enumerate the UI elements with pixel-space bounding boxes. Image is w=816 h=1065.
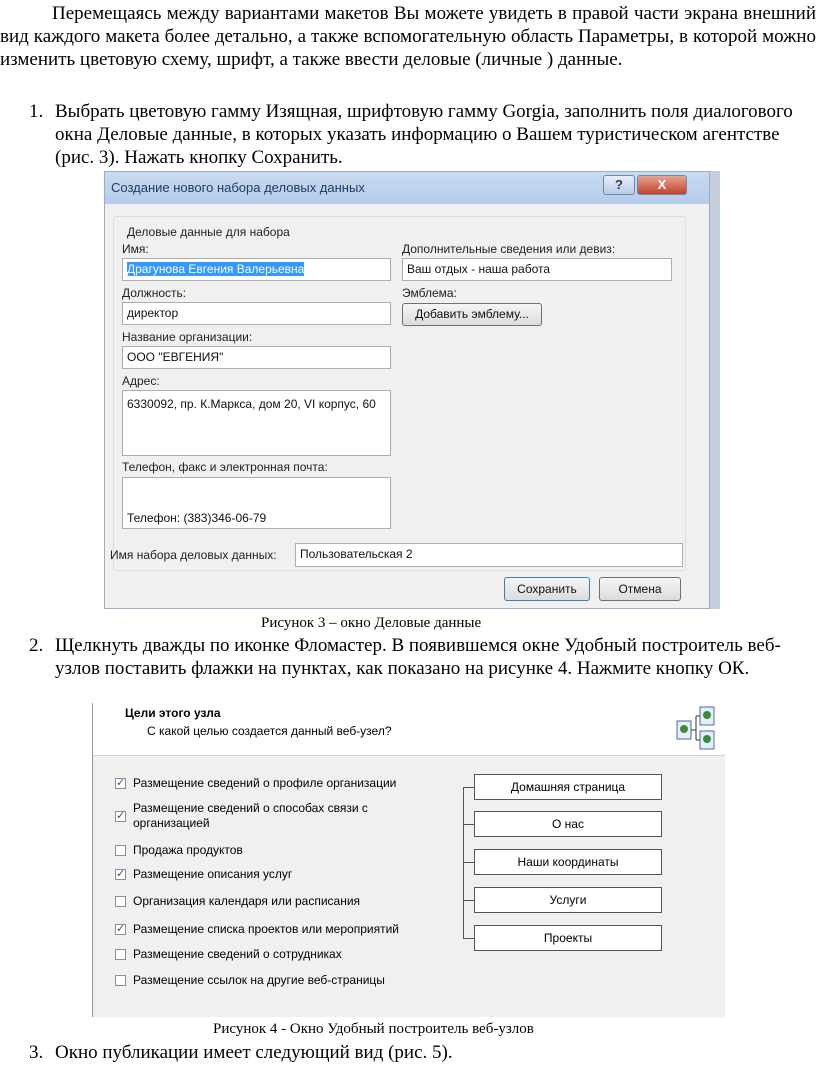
save-button[interactable]: Сохранить bbox=[504, 577, 590, 601]
tree-branch bbox=[463, 900, 474, 901]
option-label: Размещение списка проектов или мероприятий bbox=[133, 922, 399, 936]
checkbox-unchecked[interactable] bbox=[115, 896, 126, 907]
site-builder-window bbox=[92, 703, 725, 1017]
position-field[interactable]: директор bbox=[122, 302, 391, 325]
contacts-label: Телефон, факс и электронная почта: bbox=[122, 460, 328, 474]
set-name-field[interactable]: Пользовательская 2 bbox=[295, 543, 683, 567]
window-edge-strip bbox=[710, 171, 720, 609]
extra-info-field[interactable]: Ваш отдых - наша работа bbox=[402, 258, 672, 281]
wizard-header bbox=[93, 703, 725, 756]
intro-paragraph: Перемещаясь между вариантами макетов Вы можете увидеть в правой части экрана внешний вид каждого макета более детально, а также вспомогательную область Параметры, в которой можно изменить цветовую схему, шрифт, а также ввести деловые (личные ) данные. bbox=[0, 3, 816, 70]
step-number: 3. bbox=[29, 1042, 44, 1063]
name-value: Драгунова Евгения Валерьевна bbox=[127, 262, 305, 276]
add-emblem-button[interactable]: Добавить эмблему... bbox=[402, 303, 542, 326]
close-button[interactable]: X bbox=[637, 175, 687, 195]
option-label: Продажа продуктов bbox=[133, 843, 243, 857]
checkbox-unchecked[interactable] bbox=[115, 845, 126, 856]
checkbox-checked[interactable]: ✓ bbox=[116, 868, 126, 880]
step-3 bbox=[29, 1041, 805, 1064]
contacts-line-phone: Телефон: (383)346-06-79 bbox=[127, 511, 267, 525]
checkbox-checked[interactable]: ✓ bbox=[116, 923, 126, 935]
dialog-title: Создание нового набора деловых данных bbox=[111, 180, 365, 195]
tree-trunk bbox=[463, 787, 464, 939]
page-about: О нас bbox=[474, 811, 662, 837]
option-label: Размещение описания услуг bbox=[133, 867, 293, 881]
step-2 bbox=[29, 634, 805, 680]
organization-field[interactable]: ООО "ЕВГЕНИЯ" bbox=[122, 346, 391, 369]
name-field[interactable] bbox=[122, 258, 391, 281]
contacts-field[interactable] bbox=[122, 477, 391, 529]
figure-3-caption: Рисунок 3 – окно Деловые данные bbox=[261, 615, 482, 631]
site-map-icon bbox=[672, 705, 725, 753]
position-label: Должность: bbox=[122, 286, 187, 300]
step-number: 2. bbox=[29, 635, 44, 656]
step-text: Окно публикации имеет следующий вид (рис. 5). bbox=[55, 1042, 453, 1063]
page-contacts: Наши координаты bbox=[474, 849, 662, 875]
step-text: Выбрать цветовую гамму Изящная, шрифтовую гамму Gorgia, заполнить поля диалогового окна Деловые данные, в которых указать информацию о Вашем туристическом агентстве (рис. 3). Нажать кнопку Сохранить. bbox=[55, 101, 793, 168]
business-data-dialog bbox=[104, 171, 710, 609]
address-label: Адрес: bbox=[122, 374, 160, 388]
help-button[interactable]: ? bbox=[603, 175, 635, 195]
step-1 bbox=[29, 100, 805, 169]
wizard-title: Цели этого узла bbox=[125, 706, 221, 720]
emblem-label: Эмблема: bbox=[402, 286, 457, 300]
figure-4-caption: Рисунок 4 - Окно Удобный построитель веб-узлов bbox=[213, 1021, 534, 1037]
tree-branch bbox=[463, 824, 474, 825]
tree-branch bbox=[463, 787, 474, 788]
set-name-label: Имя набора деловых данных: bbox=[110, 548, 277, 562]
option-label: Организация календаря или расписания bbox=[133, 894, 361, 908]
option-label: Размещение сведений о сотрудниках bbox=[133, 947, 342, 961]
dialog-body bbox=[105, 204, 709, 609]
cancel-button[interactable]: Отмена bbox=[599, 577, 681, 601]
option-label: Размещение сведений о способах связи с организацией bbox=[133, 801, 368, 830]
page-projects: Проекты bbox=[474, 925, 662, 951]
option-label: Размещение сведений о профиле организации bbox=[133, 776, 397, 790]
group-title: Деловые данные для набора bbox=[124, 225, 293, 239]
checkbox-unchecked[interactable] bbox=[115, 949, 126, 960]
tree-branch bbox=[463, 862, 474, 863]
dialog-titlebar bbox=[105, 172, 709, 204]
checkbox-checked[interactable]: ✓ bbox=[116, 810, 126, 822]
address-field[interactable]: 6330092, пр. К.Маркса, дом 20, VI корпус, 60 bbox=[122, 390, 391, 456]
checkbox-unchecked[interactable] bbox=[115, 975, 126, 986]
wizard-subtitle: С какой целью создается данный веб-узел? bbox=[147, 724, 392, 738]
step-text: Щелкнуть дважды по иконке Фломастер. В появившемся окне Удобный построитель веб-узлов поставить флажки на пунктах, как показано на рисунке 4. Нажмите кнопку ОК. bbox=[55, 635, 781, 679]
extra-info-label: Дополнительные сведения или девиз: bbox=[402, 242, 616, 256]
checkbox-checked[interactable]: ✓ bbox=[116, 777, 126, 789]
page-services: Услуги bbox=[474, 887, 662, 913]
option-label: Размещение ссылок на другие веб-страницы bbox=[133, 973, 385, 987]
tree-branch bbox=[463, 938, 474, 939]
step-number: 1. bbox=[29, 101, 44, 122]
page-home: Домашняя страница bbox=[474, 774, 662, 800]
organization-label: Название организации: bbox=[122, 330, 253, 344]
name-label: Имя: bbox=[122, 242, 149, 256]
